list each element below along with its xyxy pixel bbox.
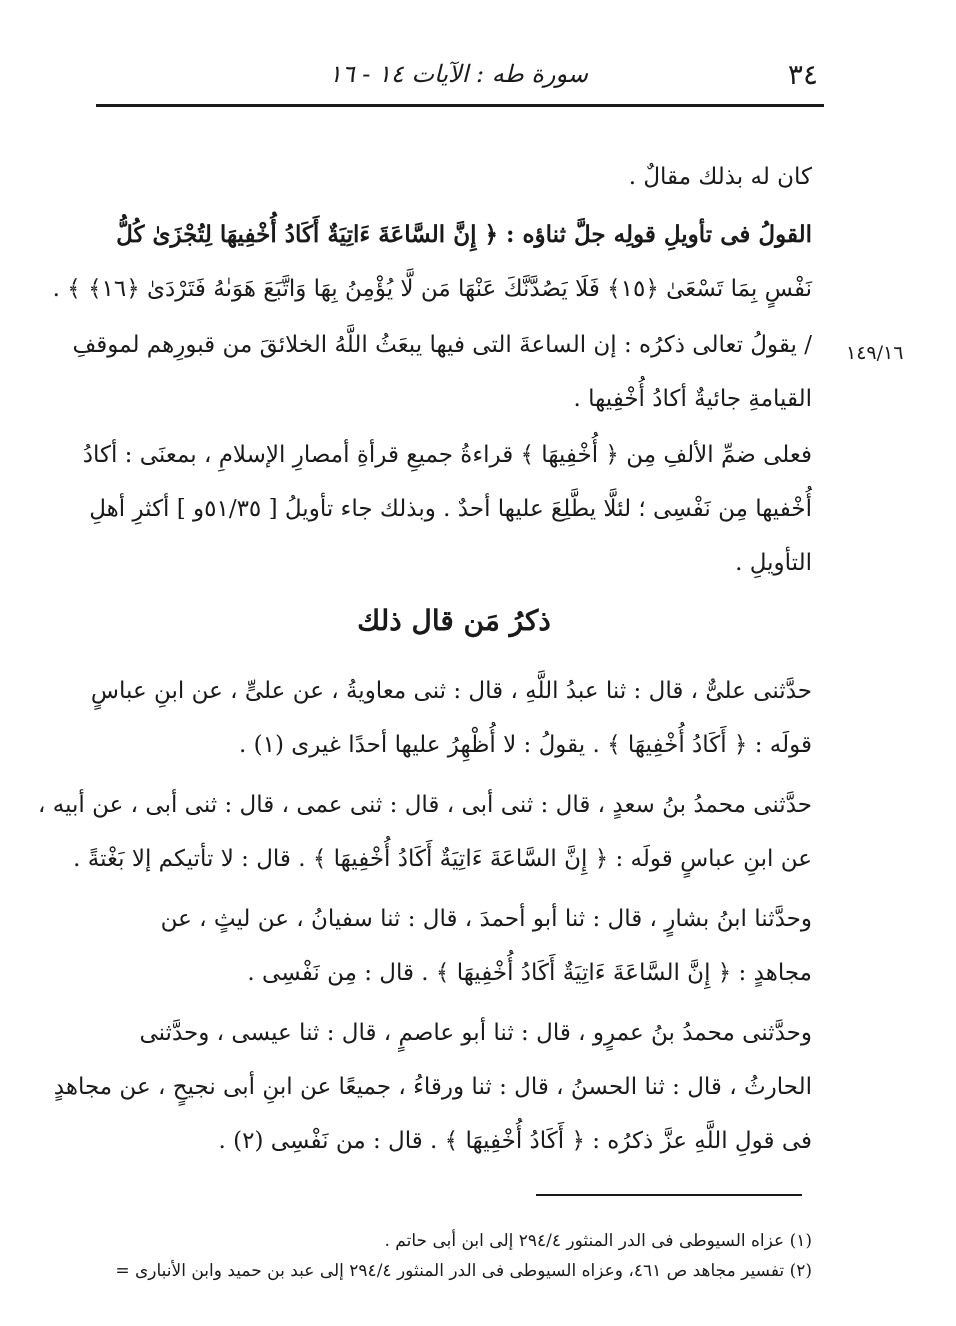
text-line: كان له بذلك مقالٌ . <box>628 164 812 190</box>
text-line: / يقولُ تعالى ذكرُه : إن الساعةَ التى فيها يبعَثُ اللَّهُ الخلائقَ من قبورِهم لموقفِ <box>72 332 812 358</box>
margin-reference: ١٤٩/١٦ <box>846 342 904 364</box>
paragraph-narration-3 <box>96 892 812 1000</box>
paragraph-narration-1 <box>90 664 812 772</box>
paragraph-commentary <box>72 318 812 426</box>
page-header <box>96 50 818 92</box>
text-line: وحدَّثنى محمدُ بنُ عمرٍو ، قال : ثنا أبو عاصمٍ ، قال : ثنا عيسى ، وحدَّثنى <box>139 1020 812 1046</box>
text-line: أُخْفيها مِن نَفْسِى ؛ لئلَّا يطَّلِعَ عليها أحدٌ . وبذلك جاء تأويلُ [ ٥١/٣٥و ] أكثرِ أهلِ <box>89 496 812 522</box>
text-line: القيامةِ جائيةٌ أكادُ أُخْفِيها . <box>573 386 812 412</box>
text-line: قولَه : ﴿ أَكَادُ أُخْفِيهَا ﴾ . يقولُ : لا أُظْهِرُ عليها أحدًا غيرى (١) . <box>238 732 812 758</box>
text-line: حدَّثنى محمدُ بنُ سعدٍ ، قال : ثنى أبى ، قال : ثنى عمى ، قال : ثنى أبى ، عن أبيه ، <box>38 792 812 818</box>
text-line: حدَّثنى علىٌّ ، قال : ثنا عبدُ اللَّهِ ، قال : ثنى معاويةُ ، عن علىٍّ ، عن ابنِ عباسٍ <box>90 678 812 704</box>
text-line: فى قولِ اللَّهِ عزَّ ذكرُه : ﴿ أَكَادُ أُخْفِيهَا ﴾ . قال : من نَفْسِى (٢) . <box>218 1128 812 1154</box>
page-number: ٣٤ <box>787 58 818 91</box>
text-line: فعلى ضمِّ الألفِ مِن ﴿ أُخْفِيهَا ﴾ قراءةُ جميعِ قرأةِ أمصارِ الإسلامِ ، بمعنَى : أكادُ <box>82 442 812 468</box>
paragraph-heading-verse <box>52 208 812 316</box>
paragraph-narration-4 <box>53 1006 812 1168</box>
paragraph-narration-2 <box>38 778 812 886</box>
header-rule <box>96 104 824 107</box>
text-line: التأويلِ . <box>735 550 812 576</box>
running-title: سورة طه : الآيات ١٤ - ١٦ <box>328 60 588 88</box>
text-line: القولُ فى تأويلِ قولِه جلَّ ثناؤه : ﴿ إِنَّ السَّاعَةَ ءَاتِيَةٌ أَكَادُ أُخْفِيهَا لِتُجْزَىٰ كُلُّ <box>116 221 812 248</box>
paragraph-reading <box>82 428 812 590</box>
text-line: عن ابنِ عباسٍ قولَه : ﴿ إِنَّ السَّاعَةَ ءَاتِيَةٌ أَكَادُ أُخْفِيهَا ﴾ . قال : لا تأتيكم إلا بَغْتةً . <box>73 846 812 872</box>
text-line: وحدَّثنا ابنُ بشارٍ ، قال : ثنا أبو أحمدَ ، قال : ثنا سفيانُ ، عن ليثٍ ، عن <box>160 906 812 932</box>
text-line: الحارثُ ، قال : ثنا الحسنُ ، قال : ثنا ورقاءُ ، جميعًا عن ابنِ أبى نجيحٍ ، عن مجاهدٍ <box>53 1074 812 1100</box>
footnote-rule <box>536 1194 802 1196</box>
paragraph-continuation <box>96 150 812 204</box>
footnotes <box>96 1226 812 1286</box>
footnote-2: (٢) تفسير مجاهد ص ٤٦١، وعزاه السيوطى فى الدر المنثور ٢٩٤/٤ إلى عبد بن حميد وابن الأنبارى = <box>115 1261 812 1281</box>
text-line: مجاهدٍ : ﴿ إِنَّ السَّاعَةَ ءَاتِيَةٌ أَكَادُ أُخْفِيهَا ﴾ . قال : مِن نَفْسِى . <box>247 960 812 986</box>
section-heading: ذكرُ مَن قال ذلك <box>357 604 551 637</box>
footnote-1: (١) عزاه السيوطى فى الدر المنثور ٢٩٤/٤ إلى ابن أبى حاتم . <box>384 1231 812 1251</box>
text-line: نَفْسٍ بِمَا تَسْعَىٰ ﴿١٥﴾ فَلَا يَصُدَّنَّكَ عَنْهَا مَن لَّا يُؤْمِنُ بِهَا وَاتَّبَعَ هَوَىٰهُ فَتَرْدَىٰ ﴿١٦﴾ ﴾ . <box>52 276 812 302</box>
